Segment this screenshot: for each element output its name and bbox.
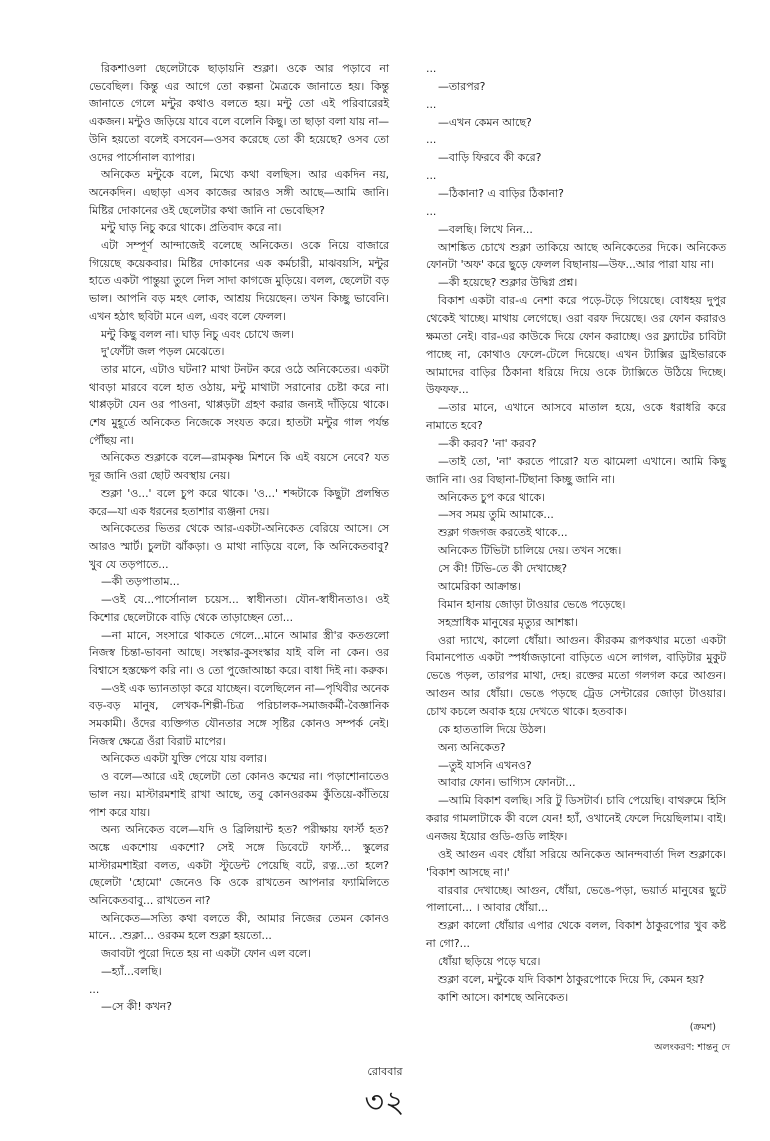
paragraph: সহস্রাধিক মানুষের মৃত্যুর আশঙ্কা। — [438, 615, 578, 629]
paragraph: ... — [426, 169, 437, 183]
paragraph: ধোঁয়া ছড়িয়ে পড়ে ঘরে। — [438, 954, 541, 968]
right-column — [426, 60, 726, 1007]
paragraph: বিমান হানায় জোড়া টাওয়ার ভেঙে পড়েছে। — [438, 597, 626, 611]
paragraph: শুক্লা বলে, মন্টুকে যদি বিকাশ ঠাকুরপোকে দিয়ে দি, কেমন হয়? — [438, 972, 705, 986]
paragraph: —ঠিকানা? এ বাড়ির ঠিকানা? — [438, 187, 564, 201]
paragraph: —হ্যাঁ...বলছি। — [101, 964, 162, 978]
paragraph: আশঙ্কিত চোখে শুক্লা তাকিয়ে আছে অনিকেতের দিকে। অনিকেত ফোনটা 'অফ' করে ছুড়ে ফেলল বিছানায়—উফ...আর পারা যায় না। — [426, 240, 726, 272]
paragraph: মন্টু কিছু বলল না। ঘাড় নিচু এবং চোখে জল। — [101, 327, 294, 341]
paragraph: অনিকেত চুপ করে থাকে। — [438, 490, 545, 504]
paragraph: —সে কী! কখন? — [101, 1000, 172, 1014]
paragraph: অনিকেত টিভিটা চালিয়ে দেয়। তখন সন্ধে। — [438, 544, 622, 558]
paragraph: আমেরিকা আক্রান্ত। — [438, 579, 521, 593]
paragraph: বারবার দেখাচ্ছে। আগুন, ধোঁয়া, ভেঙে-পড়া, ভয়ার্ত মানুষের ছুটে পালানো... । আবার ধোঁয়া... — [426, 883, 726, 915]
paragraph: অন্য অনিকেত? — [438, 740, 506, 754]
paragraph: শুক্লা গজগজ করতেই থাকে... — [438, 526, 568, 540]
paragraph: —বলছি। লিখে নিন... — [438, 222, 533, 236]
paragraph: —কী তড়পাতাম... — [101, 575, 180, 589]
paragraph: আবার ফোন। ভাগ্যিস ফোনটা... — [438, 776, 576, 790]
paragraph: শুক্লা 'ও...' বলে চুপ করে থাকে। 'ও...' শব্দটাকে কিছুটা প্রলম্বিত করে—যা এক ধরনের হতাশার ব্যঞ্জনা দেয়। — [89, 486, 389, 518]
paragraph: রিকশাওলা ছেলেটাকে ছাড়ায়নি শুক্লা। ওকে আর পড়াবে না ভেবেছিল। কিন্তু এর আগে তো কল্পনা মৈত্রকে জানাতে হয়। কিন্তু জানাতে গেলে মন্টুর কথাও বলতে হয়। মন্টু তো এই পরিবারেরই একজন। মন্টুও জড়িয়ে যাবে বলে বলেনি কিছু। তা ছাড়া বলা যায় না—উনি হয়তো বলেই বসবেন—ওসব করেছে তো কী হয়েছে? ওসব তো ওদের পার্সোনাল ব্যাপার। — [89, 62, 389, 164]
paragraph: —এখন কেমন আছে? — [438, 115, 532, 129]
paragraph: এটা সম্পূর্ণ আন্দাজেই বলেছে অনিকেত। ওকে নিয়ে বাজারে গিয়েছে কয়েকবার। মিষ্টির দোকানের এক কর্মচারী, মাঝবয়সি, মন্টুর হাতে একটা পান্তুয়া তুলে দিল সাদা কাগজে মুড়িয়ে। বলল, ছেলেটা বড় ভাল। আপনি বড় মহৎ লোক, আশ্রয় দিয়েছেন। তখন কিচ্ছু ভাবেনি। এখন হঠাৎ ছবিটা মনে এল, এবং বলে ফেলল। — [89, 239, 389, 323]
paragraph: ... — [426, 204, 437, 218]
paragraph: দু'ফোঁটা জল পড়ল মেঝেতে। — [101, 345, 225, 359]
paragraph: অন্য অনিকেত বলে—যদি ও ব্রিলিয়ান্ট হত? পরীক্ষায় ফার্স্ট হত? অঙ্কে একশোয় একশো? সেই সঙ্গে ডিবেটে ফার্স্ট... স্কুলের মাস্টারমশাইরা বলত, একটা স্টুডেন্ট পেয়েছি বটে, রত্ন...তা হলে? ছেলেটা 'হোমো' জেনেও কি ওকে রাখতেন আপনার ফ্যামিলিতে অনিকেতবাবু... রাখতেন না? — [89, 823, 389, 908]
magazine-name: রোববার — [367, 1065, 403, 1078]
paragraph: শুক্লা কালো ধোঁয়ার এপার থেকে বলল, বিকাশ ঠাকুরপোর খুব কষ্ট না গো?... — [426, 919, 726, 951]
left-column — [89, 60, 389, 1016]
paragraph: —তার মানে, এখানে আসবে মাতাল হয়ে, ওকে ধরাধরি করে নামাতে হবে? — [426, 401, 726, 433]
paragraph: —তারপর? — [438, 79, 486, 93]
paragraph: সে কী! টিভি-তে কী দেখাচ্ছে? — [438, 562, 568, 576]
paragraph: ... — [89, 982, 100, 996]
paragraph: অনিকেত শুক্লাকে বলে—রামকৃষ্ণ মিশনে কি এই বয়সে নেবে? যত দূর জানি ওরা ছোট অবস্থায় নেয়। — [89, 451, 389, 483]
paragraph: অনিকেত একটা যুক্তি পেয়ে যায় বলার। — [101, 752, 267, 766]
paragraph: তার মানে, এটাও ঘটনা? মাথা টনটন করে ওঠে অনিকেতের। একটা থাবড়া মারবে বলে হাত ওঠায়, মন্টু মাথাটা সরানোর চেষ্টা করে না। থাপ্পড়টা যেন ওর পাওনা, থাপ্পড়টা গ্রহণ করার জন্যই দাঁড়িয়ে থাকে। শেষ মুহূর্তে অনিকেত নিজেকে সংযত করে। হাতটা মন্টুর গাল পর্যন্ত পৌঁছয় না। — [89, 362, 389, 447]
continued-note: (ক্রমশ) — [689, 1022, 716, 1033]
paragraph: ও বলে—আরে এই ছেলেটা তো কোনও কম্মের না। পড়াশোনাতেও ভাল নয়। মাস্টারমশাই রাখা আছে, তবু কোনওরকম কুঁতিয়ে-কাঁতিয়ে পাশ করে যায়। — [89, 770, 389, 819]
paragraph: ওই আগুন এবং ধোঁয়া সরিয়ে অনিকেত আনন্দবার্তা দিল শুক্লাকে। 'বিকাশ আসছে না।' — [426, 847, 726, 879]
paragraph: ... — [426, 133, 437, 147]
paragraph: ওরা দ্যাখে, কালো ধোঁয়া। আগুন। কীরকম রূপকথার মতো একটা বিমানপোত একটা স্পর্ধাজড়ানো বাড়িতে এসে লাগল, বাড়িটার মুকুট ভেঙে পড়ল, তারপর মাথা, দেহ। রক্তের মতো গলগল করে আগুন। আগুন আর ধোঁয়া। ভেঙে পড়ছে ট্রেড সেন্টারের জোড়া টাওয়ার। চোখ কচলে অবাক হয়ে দেখতে থাকে। হতবাক। — [426, 633, 726, 718]
illustration-credit: অলংকরণ: শান্তনু দে — [654, 1042, 730, 1053]
paragraph: কাশি আসে। কাশছে অনিকেত। — [438, 990, 569, 1004]
paragraph: —ওই এক ভ্যানতাড়া করে যাচ্ছেন। বলেছিলেন না—পৃথিবীর অনেক বড়-বড় মানুষ, লেখক-শিল্পী-চিত্র পরিচালক-সমাজকর্মী-বৈজ্ঞানিক সমকামী। ওঁদের ব্যক্তিগত যৌনতার সঙ্গে সৃষ্টির কোনও সম্পর্ক নেই। নিজস্ব ক্ষেত্রে ওঁরা বিরাট মাপের। — [89, 681, 389, 748]
paragraph: জবাবটা পুরো দিতে হয় না একটা ফোন এল বলে। — [101, 947, 311, 961]
paragraph: মন্টু ঘাড় নিচু করে থাকে। প্রতিবাদ করে না। — [101, 221, 282, 235]
paragraph: —কী করব? 'না' করব? — [438, 437, 537, 451]
paragraph: —আমি বিকাশ বলছি। সরি টু ডিসটার্ব। চাবি পেয়েছি। বাথরুমে হিসি করার গামলাটাকে কী বলে যেন! হ্যাঁ, ওখানেই ফেলে দিয়েছিলাম। বাই। এনজয় ইয়োর গুডি-গুডি লাইফ। — [426, 794, 726, 843]
paragraph: ... — [426, 62, 437, 75]
paragraph: —তাই তো, 'না' করতে পারো? যত ঝামেলা এখানে। আমি কিছু জানি না। ওর বিছানা-টিছানা কিচ্ছু জানি না। — [426, 454, 726, 486]
paragraph: অনিকেত মন্টুকে বলে, মিথ্যে কথা বলছিস। আর একদিন নয়, অনেকদিন। এছাড়া এসব কাজের আরও সঙ্গী আছে—আমি জানি। মিষ্টির দোকানের ওই ছেলেটার কথা জানি না ভেবেছিস? — [89, 168, 389, 217]
paragraph: বিকাশ একটা বার-এ নেশা করে পড়ে-টড়ে গিয়েছে। বোধহয় দুপুর থেকেই খাচ্ছে। মাথায় লেগেছে। ওরা বরফ দিয়েছে। ওর ফোন করারও ক্ষমতা নেই। বার-এর কাউকে দিয়ে ফোন করাচ্ছে। ওর ফ্ল্যাটের চাবিটা পাচ্ছে না, কোথাও ফেলে-টেলে দিয়েছে। এখন ট্যাক্সির ড্রাইভারকে আমাদের বাড়ির ঠিকানা ধরিয়ে দিয়ে ওকে ট্যাক্সিতে উঠিয়ে দিচ্ছে। উফফফ... — [426, 294, 726, 397]
credit-block — [570, 1018, 730, 1058]
paragraph: —তুই যাসনি এখনও? — [438, 758, 532, 772]
paragraph: —কী হয়েছে? শুক্লার উদ্বিগ্ন প্রশ্ন। — [438, 276, 578, 290]
paragraph: অনিকেতের ভিতর থেকে আর-একটা-অনিকেত বেরিয়ে আসে। সে আরও স্মার্ট। চুলটা ঝাঁকড়া। ও মাথা নাড়িয়ে বলে, কি অনিকেতবাবু? খুব যে তড়পাতে... — [89, 522, 389, 571]
page-number: ৩২ — [364, 1085, 406, 1120]
paragraph: ... — [426, 97, 437, 111]
paragraph: —ওই যে...পার্সোনাল চয়েস... স্বাধীনতা। যৌন-স্বাধীনতাও। ওই কিশোর ছেলেটাকে বাড়ি থেকে তাড়াচ্ছেন তো... — [89, 593, 389, 624]
paragraph: —না মানে, সংসারে থাকতে গেলে...মানে আমার স্ত্রী'র কতগুলো নিজস্ব চিন্তা-ভাবনা আছে। সংস্কার-কুসংস্কার যাই বলি না কেন। ওর বিশ্বাসে হস্তক্ষেপ করি না। ও তো পুজোআচ্চা করে। বাধা দিই না। করুক। — [89, 628, 389, 677]
paragraph: —বাড়ি ফিরবে কী করে? — [438, 151, 542, 165]
paragraph: —সব সময় তুমি আমাকে... — [438, 508, 554, 522]
paragraph: কে হাততালি দিয়ে উঠল। — [438, 722, 546, 736]
paragraph: অনিকেত—সত্যি কথা বলতে কী, আমার নিজের তেমন কোনও মানে.. .শুক্লা... ওরকম হলে শুক্লা হয়তো... — [89, 911, 389, 943]
